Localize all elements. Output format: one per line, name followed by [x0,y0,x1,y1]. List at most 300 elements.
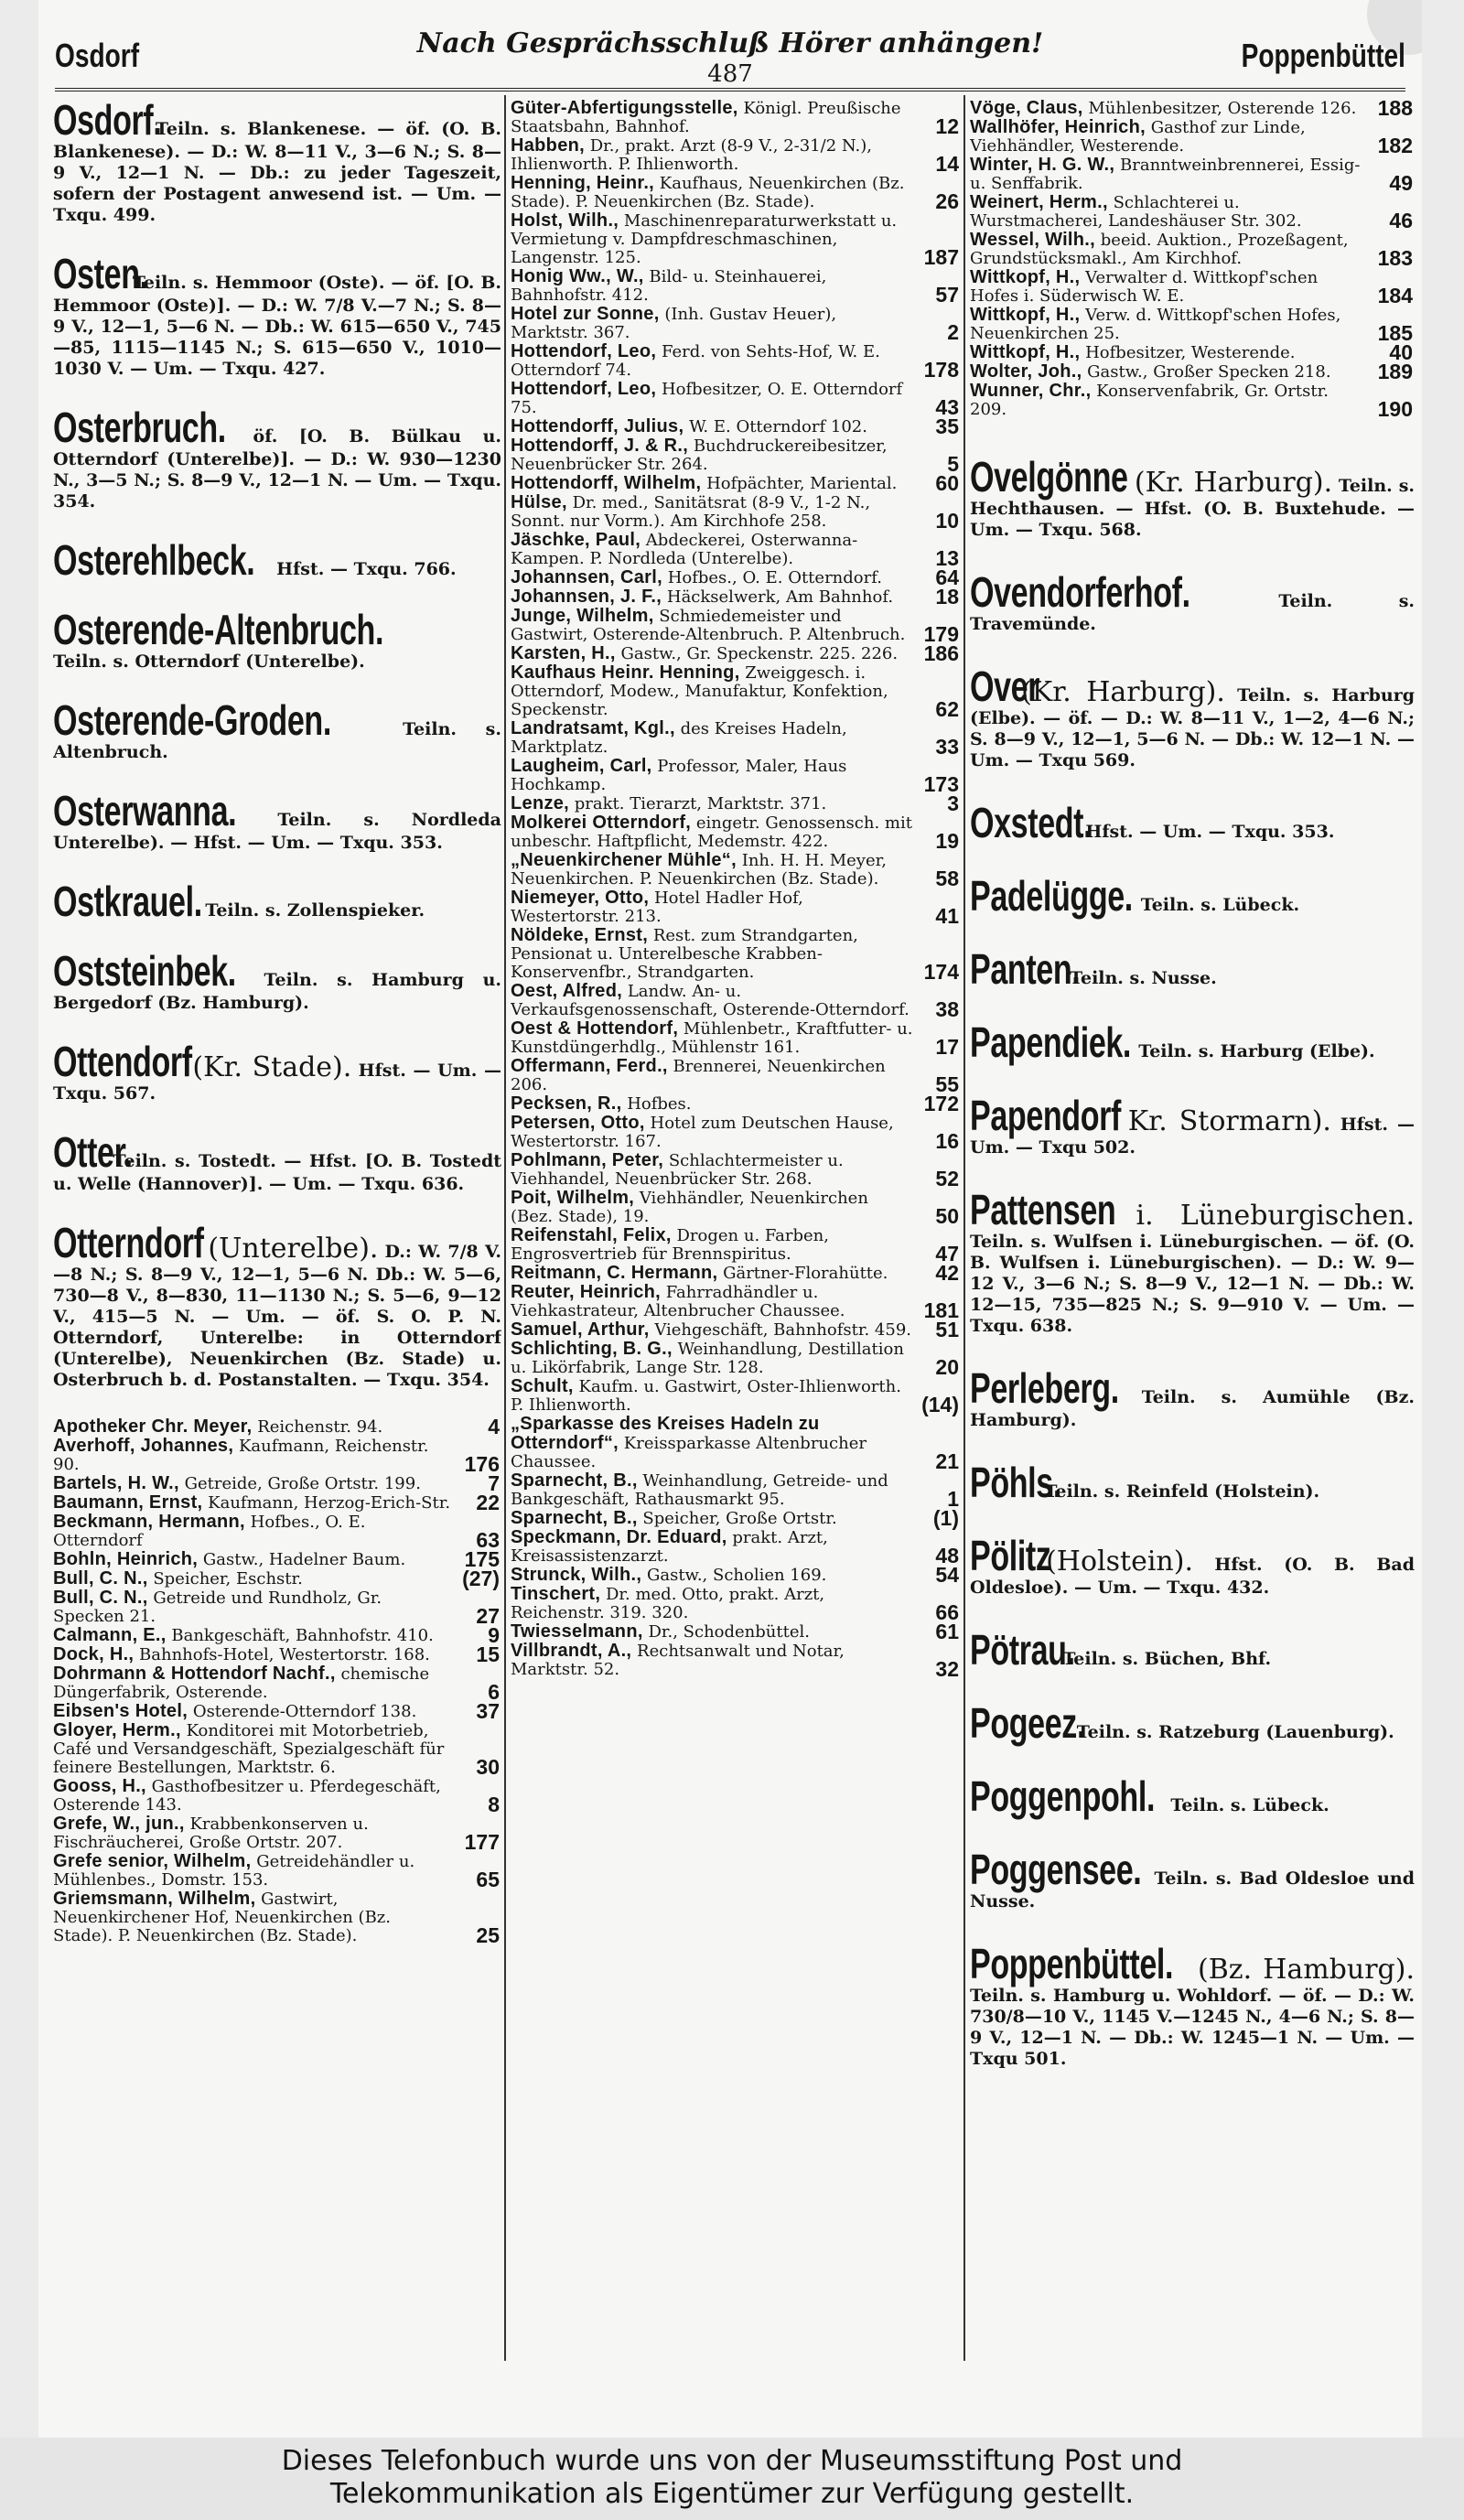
place-info: Teiln. s. Lübeck. [1140,895,1300,915]
subscriber-name: Averhoff, Johannes, [53,1436,234,1456]
place-info: Teiln. s. Hamburg u. Wohldorf. — öf. — D.: W. 730/8—10 V., 1145 V.—1245 N., 4—6 N.; S. 8—9 V., 12—1 N. — Db.: W. 1245—1 N. — Um. — Txqu 501. [970,1986,1415,2069]
phone-number: (14) [921,1393,959,1416]
place-block [53,250,501,379]
subscriber-description: eingetr. Genossensch. mit unbeschr. Haftpflicht, Medemstr. 422. [511,813,912,851]
phone-number: 174 [923,960,959,984]
subscriber-description: Ferd. von Sehts-Hof, W. E. Otterndorf 74. [511,342,880,380]
subscriber-entry [511,1506,961,1530]
subscriber-description: Hotel zum Deutschen Hause, Westertorstr. 167. [511,1114,894,1151]
place-block [53,878,501,925]
subscriber-name: Karsten, H., [511,643,616,663]
phone-number: 55 [935,1072,959,1096]
subscriber-name: Holst, Wilh., [511,210,619,231]
place-name: Ovendorferhof. [970,568,1190,616]
directory-page [38,0,1422,2438]
subscriber-description: Rechtsanwalt und Notar, Marktstr. 52. [511,1642,845,1679]
subscriber-name: Dock, H., [53,1644,135,1664]
subscriber-name: Wittkopf, H., [970,305,1081,325]
subscriber-entry [511,174,961,211]
subscriber-entry [511,1642,961,1679]
place-name: Osterwanna. [53,787,237,835]
place-name: Papendiek. [970,1018,1132,1066]
subscriber-name: Wittkopf, H., [970,267,1081,287]
phone-number: 51 [935,1318,959,1341]
subscriber-entry [970,340,1415,364]
phone-number: 8 [488,1793,500,1816]
place-district: (Kr. Harburg). [1021,676,1225,708]
subscriber-name: Reifenstahl, Felix, [511,1225,672,1245]
place-block [970,1940,1415,2069]
subscriber-name: „Neuenkirchener Mühle“, [511,850,737,870]
subscriber-entry [511,1563,961,1587]
subscriber-name: Hülse, [511,492,567,512]
place-block [53,608,501,672]
phone-number: 22 [476,1491,500,1514]
place-info: D.: W. 7/8 V.—8 N.; S. 8—9 V., 12—1, 5—6 N. Db.: W. 5—6, 730—8 V., 8—830, 11—1130 N.; S. 5—6, 9—12 V., 415—5 N. — Um. — öf. S. O. P. N. Otterndorf, Unterelbe: in Otterndorf (Unterelbe), Neuenkirchen (Bz. Stade) u. Osterbruch b. d. Postanstalten. — Txqu. 354. [53,1242,501,1390]
subscriber-description: Dr., Schodenbüttel. [648,1622,810,1642]
footer-line-1: Dieses Telefonbuch wurde uns von der Museumsstiftung Post und [281,2445,1183,2477]
subscriber-description: Hofpächter, Mariental. [706,474,898,493]
place-name: Osterehlbeck. [53,536,255,584]
place-name: Oststeinbek. [53,947,236,995]
place-info: Hfst. — Um. — Txqu 502. [970,1115,1415,1158]
subscriber-entry [970,118,1415,156]
subscriber-description: Konditorei mit Motorbetrieb, Café und Versandgeschäft, Spezialgeschäft für feinere Bestellungen, Marktstr. 6. [53,1721,445,1777]
subscriber-description: Bahnhofs-Hotel, Westertorstr. 168. [139,1645,430,1664]
place-name: Over [970,662,1040,710]
subscriber-entry [511,1189,961,1226]
subscriber-name: Baumann, Ernst, [53,1492,203,1513]
subscriber-name: Jäschke, Paul, [511,530,641,550]
place-district: (Holstein). [1046,1545,1193,1578]
phone-number: 25 [476,1923,500,1947]
subscriber-description: Landw. An- u. Verkaufsgenossenschaft, Osterende-Otterndorf. [511,982,910,1019]
subscriber-description: Hotel Hadler Hof, Westertorstr. 213. [511,888,803,926]
subscriber-name: Oest, Alfred, [511,981,623,1001]
subscriber-entry [511,531,961,568]
phone-number: 41 [935,904,959,928]
place-block [970,1364,1415,1430]
subscriber-entry [53,1664,501,1702]
phone-number: 47 [935,1242,959,1265]
place-info: Teiln. s. Nusse. [1070,968,1217,988]
header-first-place: Osdorf [55,37,140,74]
subscriber-description: Drogen u. Farben, Engrosvertrieb für Brennspiritus. [511,1226,829,1264]
subscriber-description: Viehhändler, Neuenkirchen (Bez. Stade), 19. [511,1189,868,1226]
place-name: Ovelgönne [970,453,1128,501]
subscriber-entry [511,305,961,342]
subscriber-description: Königl. Preußische Staatsbahn, Bahnhof. [511,99,901,136]
phone-number: 16 [935,1129,959,1153]
place-block [970,662,1415,770]
subscriber-description: Viehgeschäft, Bahnhofstr. 459. [654,1320,912,1340]
subscriber-name: Schlichting, B. G., [511,1339,673,1359]
subscriber-description: Gastw., Scholien 169. [646,1566,827,1585]
subscriber-description: Schlachtermeister u. Viehhandel, Neuenbrücker Str. 268. [511,1151,844,1189]
phone-number: 179 [923,622,959,646]
phone-number: 6 [488,1680,500,1704]
subscriber-entry [511,1057,961,1094]
subscriber-entry [511,565,961,589]
subscriber-description: Professor, Maler, Haus Hochkamp. [511,757,847,794]
subscriber-name: Güter-Abfertigungsstelle, [511,99,738,118]
subscriber-name: Landratsamt, Kgl., [511,718,675,738]
subscriber-name: Laugheim, Carl, [511,756,652,776]
subscriber-description: Gastw., Hadelner Baum. [202,1550,406,1569]
place-name: Osterende-Altenbruch. [53,606,384,653]
place-name: Pattensen [970,1186,1116,1233]
phone-number: 178 [923,358,959,382]
phone-number: 58 [935,867,959,890]
place-name: Poggensee. [970,1846,1142,1893]
place-name: Pötrau. [970,1626,1075,1674]
place-info: Teiln. s. Reinfeld (Holstein). [1044,1481,1320,1502]
subscriber-description: Osterende-Otterndorf 138. [192,1702,417,1721]
place-info: Teiln. s. Nordleda Unterelbe). — Hfst. — Um. — Txqu. 353. [53,810,501,853]
subscriber-description: Speicher, Große Ortstr. [642,1509,837,1528]
column-divider [963,95,965,2361]
phone-number: 2 [947,320,959,344]
subscriber-name: Winter, H. G. W., [970,155,1115,175]
subscriber-entry [511,1585,961,1622]
subscriber-entry [53,1642,501,1666]
place-block [970,1459,1415,1506]
place-block [970,1532,1415,1598]
subscriber-description: des Kreises Hadeln, Marktplatz. [511,719,847,757]
subscriber-name: Sparnecht, B., [511,1470,638,1491]
subscriber-description: Schlachterei u. Wurstmacherei, Landeshäuser Str. 302. [970,193,1302,231]
subscriber-entry [511,926,961,982]
subscriber-entry [511,794,961,813]
phone-number: 57 [935,283,959,307]
phone-number: 50 [935,1204,959,1228]
phone-number: 18 [935,585,959,608]
phone-number: 14 [935,152,959,176]
place-block [970,872,1415,920]
header-instruction: Nach Gesprächsschluß Hörer anhängen! [416,27,1044,59]
subscriber-description: Hofbesitzer, O. E. Otterndorf 75. [511,380,903,417]
subscriber-description: Mühlenbesitzer, Osterende 126. [1088,99,1357,118]
subscriber-description: Gasthof zur Linde, Viehhändler, Westerende. [970,118,1306,156]
place-district: i. Lüneburgischen. [1136,1200,1415,1232]
phone-number: 30 [476,1755,500,1779]
subscriber-description: Verw. d. Wittkopf'schen Hofes, Neuenkirchen 25. [970,306,1341,343]
place-name: Poppenbüttel. [970,1940,1174,1987]
subscriber-entry [53,1815,501,1852]
place-name: Pogeez. [970,1699,1086,1747]
subscriber-description: Bild- u. Steinhauerei, Bahnhofstr. 412. [511,267,827,305]
subscriber-entry [53,1471,501,1495]
phone-number: 38 [935,997,959,1021]
place-name: Osterbruch. [53,404,226,451]
subscriber-description: beeid. Auktion., Prozeßagent, Grundstücksmakl., Am Kirchhof. [970,231,1349,268]
phone-number: 32 [935,1657,959,1681]
subscriber-entry [511,1415,961,1471]
subscriber-entry [511,641,961,665]
subscriber-name: Strunck, Wilh., [511,1565,642,1585]
subscriber-name: Bartels, H. W., [53,1473,179,1493]
place-info: Teiln. s. Harburg (Elbe). [1138,1041,1375,1061]
phone-number: 184 [1377,284,1413,307]
footer-line-2: Telekommunikation als Eigentümer zur Verfügung gestellt. [329,2478,1135,2510]
subscriber-name: Molkerei Otterndorf, [511,813,692,833]
phone-number: 40 [1389,340,1413,364]
subscriber-description: prakt. Tierarzt, Marktstr. 371. [574,794,827,813]
subscriber-entry [53,1890,501,1945]
subscriber-name: Eibsen's Hotel, [53,1701,188,1721]
subscriber-entry [511,211,961,267]
phone-number: 48 [935,1544,959,1567]
place-info: Teiln. s. Otterndorf (Unterelbe). [53,652,365,672]
phone-number: 17 [935,1035,959,1059]
phone-number: 49 [1389,171,1413,195]
subscriber-entry [53,1699,501,1723]
subscriber-name: Wessel, Wilh., [970,230,1096,250]
subscriber-entry [511,136,961,174]
subscriber-description: Weinhandlung, Destillation u. Likörfabrik, Lange Str. 128. [511,1340,904,1377]
subscriber-entry [511,99,961,136]
place-block [53,1219,501,1390]
subscriber-name: „Sparkasse des Kreises Hadeln zu Otterndorf“, [511,1414,820,1453]
place-name: Poggenpohl. [970,1772,1156,1820]
place-info: Teiln. s. Lübeck. [1170,1795,1329,1815]
subscriber-description: Gastw., Großer Specken 218. [1087,362,1331,382]
phone-number: 9 [488,1623,500,1647]
subscriber-name: Bull, C. N., [53,1568,148,1588]
subscriber-entry [53,1569,501,1588]
subscriber-name: Calmann, E., [53,1625,167,1645]
subscriber-entry [511,1377,961,1415]
column-right [970,99,1415,2361]
subscriber-description: Zweiggesch. i. Otterndorf, Modew., Manufaktur, Konfektion, Speckenstr. [511,663,888,719]
phone-number: 177 [464,1830,500,1854]
subscriber-description: Krabbenkonserven u. Fischräucherei, Große Ortstr. 207. [53,1815,369,1852]
phone-number: 65 [476,1868,500,1891]
place-block [53,99,501,225]
subscriber-entry [511,757,961,794]
subscriber-entry [970,193,1415,231]
phone-number: 182 [1377,134,1413,157]
subscriber-description: Kaufmann, Reichenstr. 90. [53,1437,429,1474]
subscriber-description: Kaufm. u. Gastwirt, Oster-Ihlienworth. P. Ihlienworth. [511,1377,901,1415]
place-info: Teiln. s. Travemünde. [970,591,1415,634]
column-middle [511,99,961,2361]
place-block [53,406,501,512]
phone-number: 52 [935,1167,959,1190]
phone-number: 181 [923,1298,959,1322]
phone-number: 33 [935,735,959,759]
place-info: Hfst. — Txqu. 766. [276,559,457,579]
subscriber-entry [511,1151,961,1189]
subscriber-description: Dr. med. Otto, prakt. Arzt, Reichenstr. 319. 320. [511,1585,825,1622]
subscriber-entry [511,663,961,719]
subscriber-description: Schmiedemeister und Gastwirt, Osterende-Altenbruch. P. Altenbruch. [511,607,906,644]
subscriber-name: Hottendorf, Leo, [511,341,657,361]
subscriber-description: (Inh. Gustav Heuer), Marktstr. 367. [511,305,837,342]
subscriber-name: Junge, Wilhelm, [511,606,654,626]
subscriber-entry [970,382,1415,419]
subscriber-entry [53,1493,501,1513]
subscriber-description: Inh. H. H. Meyer, Neuenkirchen. P. Neuenkirchen (Bz. Stade). [511,851,887,888]
place-block [970,1626,1415,1674]
subscriber-entry [511,1320,961,1340]
subscriber-description: chemische Düngerfabrik, Osterende. [53,1664,430,1702]
phone-number: 42 [935,1261,959,1285]
footer-notice [0,2438,1464,2520]
place-info: Teiln. s. Hechthausen. — Hfst. (O. B. Buxtehude. — Um. — Txqu. 568. [970,476,1415,540]
subscriber-entry [511,436,961,474]
subscriber-description: Konservenfabrik, Gr. Ortstr. 209. [970,382,1329,419]
subscriber-name: Pohlmann, Peter, [511,1150,664,1170]
place-block [970,1772,1415,1820]
place-name: Papendorf [970,1092,1121,1139]
subscriber-description: Dr., prakt. Arzt (8-9 V., 2-31/2 N.), Ihlienworth. P. Ihlienworth. [511,136,872,174]
subscriber-description: Brennerei, Neuenkirchen 206. [511,1057,886,1094]
subscriber-name: Vöge, Claus, [970,99,1083,118]
subscriber-description: Kreissparkasse Altenbrucher Chaussee. [511,1434,867,1471]
subscriber-description: Kaufmann, Herzog-Erich-Str. [208,1493,451,1513]
subscriber-entry [53,1437,501,1474]
subscriber-entry [511,1622,961,1642]
subscriber-name: Weinert, Herm., [970,192,1108,212]
phone-number: 187 [923,245,959,269]
page-header [55,27,1405,88]
place-info: Hfst. — Um. — Txqu. 353. [1085,822,1335,842]
place-info: Teiln. s. Zollenspieker. [205,900,425,921]
place-name: Osterende-Groden. [53,696,331,744]
subscriber-entry [511,1471,961,1509]
subscriber-name: Dohrmann & Hottendorf Nachf., [53,1664,336,1684]
subscriber-name: Pecksen, R., [511,1093,622,1114]
subscriber-entry [511,587,961,607]
subscriber-entry [511,813,961,851]
subscriber-name: Henning, Heinr., [511,173,655,193]
subscriber-entry [511,1114,961,1151]
subscriber-description: prakt. Arzt, Kreisassistenzarzt. [511,1528,828,1566]
phone-number: 1 [947,1487,959,1511]
subscriber-entry [970,231,1415,268]
subscriber-entry [511,493,961,531]
subscriber-name: Grefe senior, Wilhelm, [53,1851,252,1871]
phone-number: 62 [935,697,959,721]
phone-number: 66 [935,1600,959,1624]
phone-number: 175 [464,1547,500,1571]
phone-number: 61 [935,1620,959,1643]
phone-number: 54 [935,1563,959,1587]
phone-number: 10 [935,509,959,533]
phone-number: 37 [476,1699,500,1723]
page-number: 487 [707,60,753,88]
subscriber-entry [511,267,961,305]
subscriber-name: Johannsen, Carl, [511,567,662,587]
place-block [970,945,1415,993]
phone-number: 188 [1377,99,1413,120]
place-district: Kr. Stormarn). [1127,1105,1331,1137]
subscriber-name: Hottendorff, J. & R., [511,436,689,456]
subscriber-description: Gastwirt, Neuenkirchener Hof, Neuenkirchen (Bz. Stade). P. Neuenkirchen (Bz. Stade). [53,1890,392,1945]
place-block [970,1699,1415,1747]
subscriber-entry [511,471,961,495]
place-district: (Unterelbe). [208,1233,379,1265]
subscriber-entry [970,362,1415,382]
subscriber-name: Lenze, [511,793,570,813]
place-info: Teiln. s. Aumühle (Bz. Hamburg). [970,1387,1415,1430]
subscriber-name: Reitmann, C. Hermann, [511,1263,718,1283]
phone-number: 190 [1377,397,1413,421]
subscriber-description: Reichenstr. 94. [257,1417,383,1437]
place-name: Otter. [53,1128,133,1176]
subscriber-description: Kaufhaus, Neuenkirchen (Bz. Stade). P. Neuenkirchen (Bz. Stade). [511,174,905,211]
place-info: Hfst. (O. B. Bad Oldesloe). — Um. — Txqu. 432. [970,1555,1415,1598]
subscriber-name: Wunner, Chr., [970,381,1092,401]
subscriber-description: Häckselwerk, Am Bahnhof. [666,587,894,607]
subscriber-entry [511,851,961,888]
subscriber-entry [511,1226,961,1264]
subscriber-name: Habben, [511,135,585,156]
subscriber-entry [511,607,961,644]
subscriber-description: Getreide und Rundholz, Gr. Specken 21. [53,1588,382,1626]
subscriber-entry [53,1417,501,1437]
place-info: Teiln. s. Tostedt. — Hfst. [O. B. Tostedt u. Welle (Hannover)]. — Um. — Txqu. 636. [53,1151,501,1194]
place-block [970,453,1415,540]
phone-number: 189 [1377,360,1413,383]
place-block [53,696,501,762]
place-name: Panten. [970,945,1081,993]
subscriber-entry [511,1019,961,1057]
column-divider [504,95,506,2361]
subscriber-entry [53,1777,501,1815]
subscriber-description: Mühlenbetr., Kraftfutter- u. Kunstdüngerhdlg., Mühlenstr 161. [511,1019,913,1057]
place-info: Teiln. s. Büchen, Bhf. [1062,1649,1272,1669]
subscriber-name: Grefe, W., jun., [53,1814,185,1834]
subscriber-description: Gärtner-Florahütte. [723,1264,888,1283]
header-last-place: Poppenbüttel [1241,37,1405,74]
place-info: Teiln. s. Blankenese. — öf. (O. B. Blankenese). — D.: W. 8—11 V., 3—6 N.; S. 8—9 V., 12—1 N. — Db.: zu jeder Tageszeit, sofern der Postagent anwesend ist. — Um. — Txqu. 499. [53,119,501,225]
phone-number: 12 [935,114,959,138]
subscriber-description: Buchdruckereibesitzer, Neuenbrücker Str. 264. [511,436,888,474]
subscriber-name: Tinschert, [511,1584,601,1604]
subscriber-entry [53,1588,501,1626]
subscriber-description: Rest. zum Strandgarten, Pensionat u. Unterelbesche Krabben-Konservenfbr., Strandgarten. [511,926,858,982]
subscriber-entry [511,1528,961,1566]
subscriber-entry [511,1261,961,1285]
subscriber-name: Nöldeke, Ernst, [511,925,649,945]
subscriber-entry [970,306,1415,343]
place-name: Ostkrauel. [53,878,202,925]
phone-number: 176 [464,1452,500,1476]
phone-number: 13 [935,546,959,570]
phone-number: 4 [488,1415,500,1438]
subscriber-description: Verwalter d. Wittkopf'schen Hofes i. Süderwisch W. E. [970,268,1319,306]
phone-number: 186 [923,641,959,665]
phone-number: 60 [935,471,959,495]
subscriber-description: Getreidehändler u. Mühlenbes., Domstr. 153. [53,1852,415,1890]
subscriber-entry [511,1094,961,1114]
phone-number: 20 [935,1355,959,1379]
place-info: Teiln. s. Hemmoor (Oste). — öf. [O. B. Hemmoor (Oste)]. — D.: W. 7/8 V.—7 N.; S. 8—9 V., 12—1, 5—6 N. — Db.: W. 615—650 V., 745—85, 1115—1145 N.; S. 615—650 V., 1010—1030 V. — Um. — Txqu. 427. [53,273,501,379]
place-block [53,1040,501,1104]
place-district: (Kr. Stade). [192,1051,352,1083]
subscriber-name: Wittkopf, H., [970,342,1081,362]
subscriber-description: Fahrradhändler u. Viehkastrateur, Altenbrucher Chaussee. [511,1283,845,1320]
column-left [53,99,501,2361]
subscriber-name: Offermann, Ferd., [511,1056,668,1076]
subscriber-description: Gastw., Gr. Speckenstr. 225. 226. [620,644,899,663]
subscriber-description: Hofbes. [627,1094,692,1114]
subscriber-entry [511,342,961,380]
place-name: Osdorf. [53,99,162,144]
header-rule [55,88,1405,92]
